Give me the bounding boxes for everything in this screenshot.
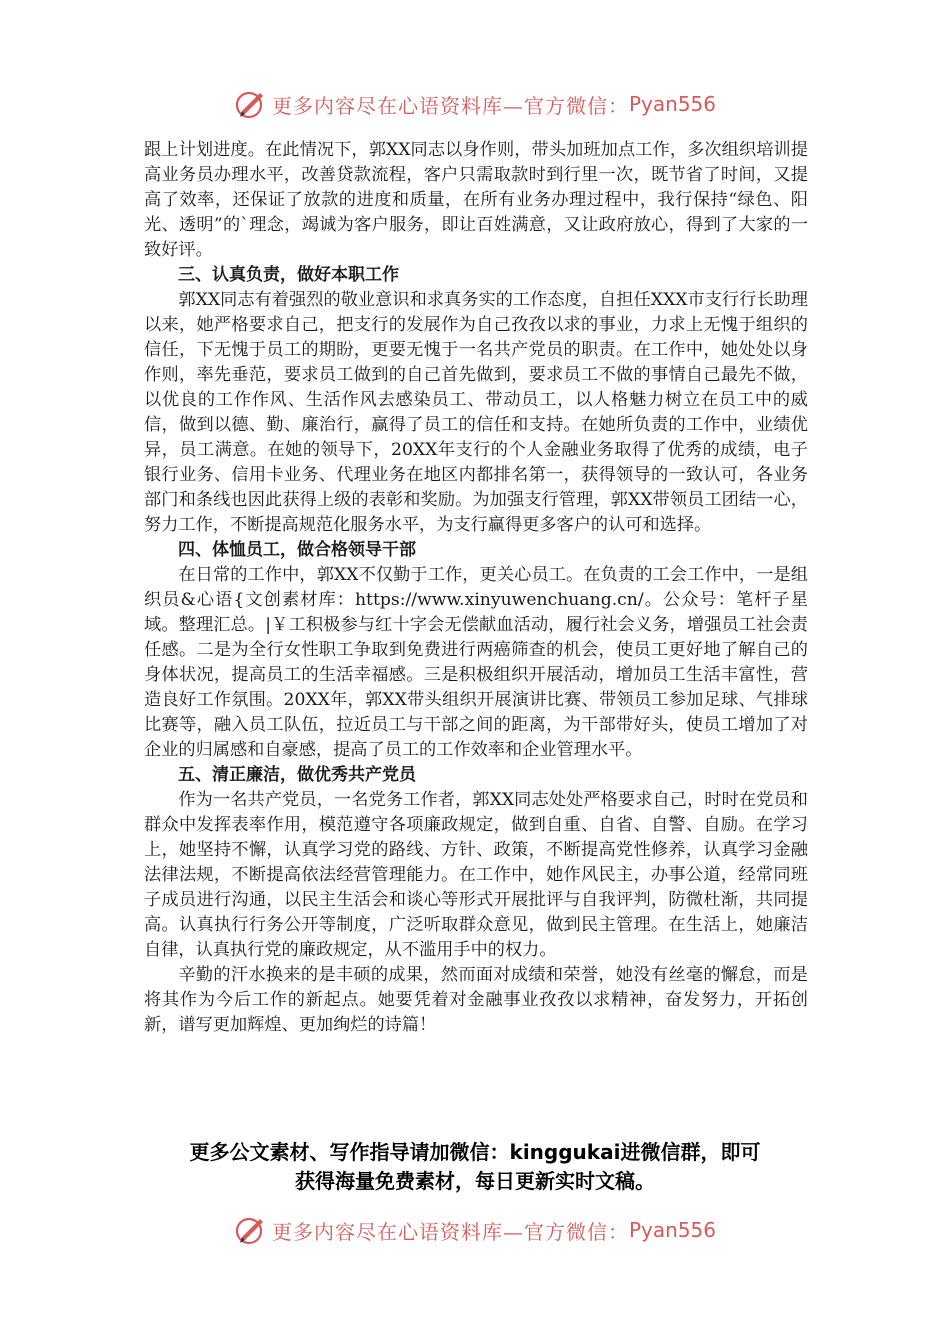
paragraph-conclusion: 辛勤的汗水换来的是丰硕的成果，然而面对成绩和荣誉，她没有丝毫的懈怠，而是将其作为今后工作的新起点。她要凭着对金融事业孜孜以求精神，奋发努力，开拓创新，谱写更加辉煌、更加绚烂的诗篇！ bbox=[144, 965, 808, 1035]
footer-banner bbox=[0, 1210, 950, 1250]
paragraph-section-3: 郭XX同志有着强烈的敬业意识和求真务实的工作态度，自担任XXX市支行行长助理以来，她严格要求自己，把支行的发展作为自己孜孜以求的事业，力求上无愧于组织的信任，下无愧于员工的期盼，更要无愧于一名共产党员的职责。在工作中，她处处以身作则，率先垂范，要求员工做到的自己首先做到，要求员工不做的事情自己最先不做，以优良的工作作风、生活作风去感染员工、带动员工，以人格魅力树立在员工中的威信，做到以德、勤、廉治行，赢得了员工的信任和支持。在她所负责的工作中，业绩优异，员工满意。在她的领导下，20XX年支行的个人金融业务取得了优秀的成绩，电子银行业务、信用卡业务、代理业务在地区内都排名第一，获得领导的一致认可，各业务部门和条线也因此获得上级的表彰和奖励。为加强支行管理，郭XX带领员工团结一心，努力工作，不断提高规范化服务水平，为支行赢得更多客户的认可和选择。 bbox=[144, 290, 808, 535]
footer-promo-line2: 获得海量免费素材，每日更新实时文稿。 bbox=[295, 1169, 655, 1193]
document-body bbox=[144, 138, 808, 1038]
paragraph-section-5: 作为一名共产党员，一名党务工作者，郭XX同志处处严格要求自己，时时在党员和群众中发挥表率作用，模范遵守各项廉政规定，做到自重、自省、自警、自励。在学习上，她坚持不懈，认真学习党的路线、方针、政策，不断提高党性修养，认真学习金融法律法规，不断提高依法经营管理能力。在工作中，她作风民主，办事公道，经常同班子成员进行沟通，以民主生活会和谈心等形式开展批评与自我评判，防微杜渐，共同提高。认真执行行务公开等制度，广泛听取群众意见，做到民主管理。在生活上，她廉洁自律，认真执行党的廉政规定，从不滥用手中的权力。 bbox=[144, 790, 808, 960]
paragraph-section-4: 在日常的工作中，郭XX不仅勤于工作，更关心员工。在负责的工会工作中，一是组织员&心语{文创素材库：https://www.xinyuwenchuang.cn/。公众号：笔杆子星域。整理汇总。|￥工积极参与红十字会无偿献血活动，履行社会义务，增强员工社会责任感。二是为全行女性职工争取到免费进行两癌筛查的机会，使员工更好地了解自己的身体状况，提高员工的生活幸福感。三是积极组织开展活动，增加员工生活丰富性，营造良好工作氛围。20XX年，郭XX带头组织开展演讲比赛、带领员工参加足球、气排球比赛等，融入员工队伍，拉近员工与干部之间的距离，为干部带好头，使员工增加了对企业的归属感和自豪感，提高了员工的工作效率和企业管理水平。 bbox=[144, 565, 808, 760]
banner-wechat-id: Pyan556 bbox=[628, 1218, 716, 1242]
pen-logo-icon bbox=[234, 1213, 268, 1247]
section-heading-5: 五、清正廉洁，做优秀共产党员 bbox=[178, 765, 416, 785]
footer-promo-line1: 更多公文素材、写作指导请加微信：kinggukai进微信群，即可 bbox=[189, 1140, 761, 1164]
banner-text: 更多内容尽在心语资料库—官方微信： bbox=[271, 1219, 629, 1244]
section-heading-3: 三、认真负责，做好本职工作 bbox=[178, 265, 399, 285]
pen-logo-icon bbox=[234, 87, 268, 121]
section-heading-4: 四、体恤员工，做合格领导干部 bbox=[178, 540, 416, 560]
banner-text: 更多内容尽在心语资料库—官方微信： bbox=[271, 93, 629, 118]
header-banner bbox=[0, 84, 950, 124]
paragraph-continued: 跟上计划进度。在此情况下，郭XX同志以身作则，带头加班加点工作，多次组织培训提高业务员办理水平，改善贷款流程，客户只需取款时到行里一次，既节省了时间，又提高了效率，还保证了放款的进度和质量，在所有业务办理过程中，我行保持“绿色、阳光、透明”的`理念，竭诚为客户服务，即让百姓满意，又让政府放心，得到了大家的一致好评。 bbox=[144, 140, 808, 260]
footer-promo-note bbox=[100, 1138, 850, 1196]
banner-wechat-id: Pyan556 bbox=[628, 92, 716, 116]
